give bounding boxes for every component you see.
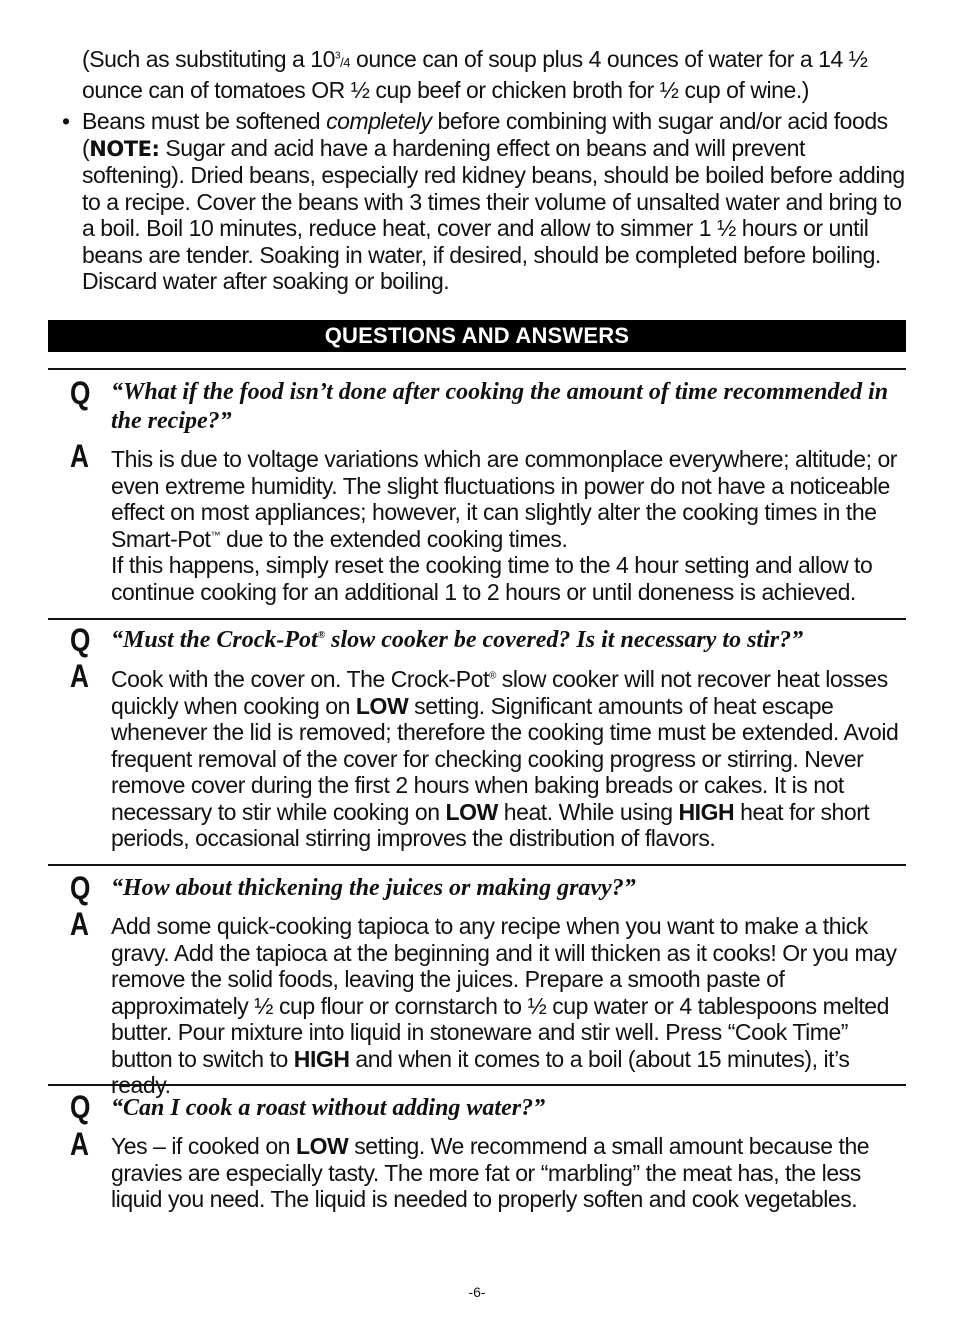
intro-paragraph — [82, 46, 912, 103]
answer-4-text-2: setting. We recommend a small amount because the gravies are especially tasty. The more fat or “marbling” the meat has, the less liquid you need. The liquid is needed to properly soften and cook vegetables. — [111, 1133, 870, 1212]
answer-2-text-5: heat for short periods, occasional stirring improves the distribution of flavors. — [111, 798, 870, 851]
low-setting: LOW — [445, 798, 498, 825]
question-marker: Q — [70, 870, 91, 906]
answer-3-text-1: Add some quick-cooking tapioca to any recipe when you want to make a thick gravy. Add the tapioca at the beginning and it will thicken as it cooks! Or you may remove the solid foods, leaving the juices. Prepare a smooth paste of approximately ½ cup flour or cornstarch to ½ cup water or 4 tablespoons melted butter. Pour mixture into liquid in stoneware and stir well. Press “Cook Time” button to switch to — [111, 913, 897, 1072]
question-2 — [111, 626, 901, 655]
divider-rule — [48, 618, 906, 620]
question-1: “What if the food isn’t done after cooking the amount of time recommended in the recipe?” — [111, 379, 889, 434]
answer-1 — [111, 446, 911, 605]
answer-1-paragraph-2: If this happens, simply reset the cooking time to the 4 hour setting and allow to continue cooking for an additional 1 to 2 hours or until doneness is achieved. — [111, 552, 873, 605]
substitution-note — [82, 46, 912, 103]
question-2-text-2: slow cooker be covered? Is it necessary to stir?” — [325, 627, 804, 653]
question-3: “How about thickening the juices or making gravy?” — [111, 875, 636, 901]
answer-2-text-3: setting. Significant amounts of heat escape whenever the lid is removed; therefore the cooking time must be extended. Avoid frequent removal of the cover for checking cooking progress or stirring. Never remove cover during the first 2 hours when baking breads or cakes. It is not necessary to stir while cooking on — [111, 692, 899, 825]
bullet-text-2: before combining with sugar and/or acid foods ( — [82, 108, 888, 161]
answer-1-text-2: due to the extended cooking times. — [220, 525, 568, 552]
fraction-denominator: /4 — [340, 55, 351, 70]
low-setting: LOW — [355, 692, 409, 719]
intro-text-a: (Such as substituting a 10 — [82, 46, 335, 72]
answer-marker: A — [70, 906, 89, 942]
intro-text-b: ounce can of soup plus 4 ounces of water for a 14 ½ ounce can of tomatoes OR ½ cup beef or chicken broth for ½ cup of wine.) — [82, 46, 868, 103]
answer-3-text-2: and when it comes to a boil (about 15 minutes), it’s ready. — [111, 1045, 850, 1098]
divider-rule — [48, 864, 906, 866]
answer-4-text-1: Yes – if cooked on — [111, 1133, 296, 1159]
beans-bullet — [62, 108, 912, 295]
answer-2-paragraph — [111, 666, 911, 852]
answer-2-text-4: heat. While using — [497, 798, 679, 825]
beans-bullet-text — [82, 108, 912, 295]
bullet-text-1: Beans must be softened — [82, 108, 327, 134]
note-label: NOTE: — [89, 136, 160, 161]
answer-marker: A — [70, 438, 89, 474]
answer-1-paragraph-1 — [111, 446, 911, 552]
answer-3 — [111, 913, 911, 1099]
registered-symbol: ® — [317, 630, 326, 641]
question-2-text-1: “Must the Crock-Pot — [111, 627, 318, 653]
registered-symbol: ® — [488, 670, 496, 682]
trademark-symbol: ™ — [210, 529, 221, 541]
answer-4-paragraph — [111, 1133, 911, 1213]
section-header: QUESTIONS AND ANSWERS — [48, 320, 906, 352]
page-number: -6- — [468, 1284, 486, 1300]
divider-rule — [48, 1084, 906, 1086]
question-marker: Q — [70, 622, 91, 658]
answer-marker: A — [70, 1126, 89, 1162]
answer-1-text-1: This is due to voltage variations which are commonplace everywhere; altitude; or even extreme humidity. The slight fluctuations in power do not have a noticeable effect on most appliances; however, it can slightly alter the cooking times in the Smart-Pot — [111, 446, 898, 552]
divider-rule — [48, 368, 906, 370]
bullet-icon: • — [62, 108, 70, 134]
answer-marker: A — [70, 658, 89, 694]
answer-3-paragraph — [111, 913, 911, 1099]
fraction-numerator: 3 — [334, 50, 341, 62]
high-setting: HIGH — [678, 798, 735, 825]
answer-2 — [111, 666, 911, 852]
high-setting: HIGH — [293, 1045, 350, 1072]
bullet-italic: completely — [326, 108, 432, 134]
question-marker: Q — [70, 375, 91, 411]
answer-2-text-2: slow cooker will not recover heat losses quickly when cooking on — [111, 666, 888, 719]
bullet-text-3: Sugar and acid have a hardening effect on beans and will prevent softening). Dried beans, especially red kidney beans, should be boiled before adding to a recipe. Cover the beans with 3 times their volume of unsalted water and bring to a boil. Boil 10 minutes, reduce heat, cover and allow to simmer 1 ½ hours or until beans are tender. Soaking in water, if desired, should be completed before boiling. Discard water after soaking or boiling. — [82, 134, 905, 294]
answer-4 — [111, 1133, 911, 1213]
answer-2-text-1: Cook with the cover on. The Crock-Pot — [111, 666, 489, 692]
low-setting: LOW — [295, 1133, 349, 1159]
question-marker: Q — [70, 1089, 91, 1125]
question-4: “Can I cook a roast without adding water?” — [111, 1095, 546, 1121]
